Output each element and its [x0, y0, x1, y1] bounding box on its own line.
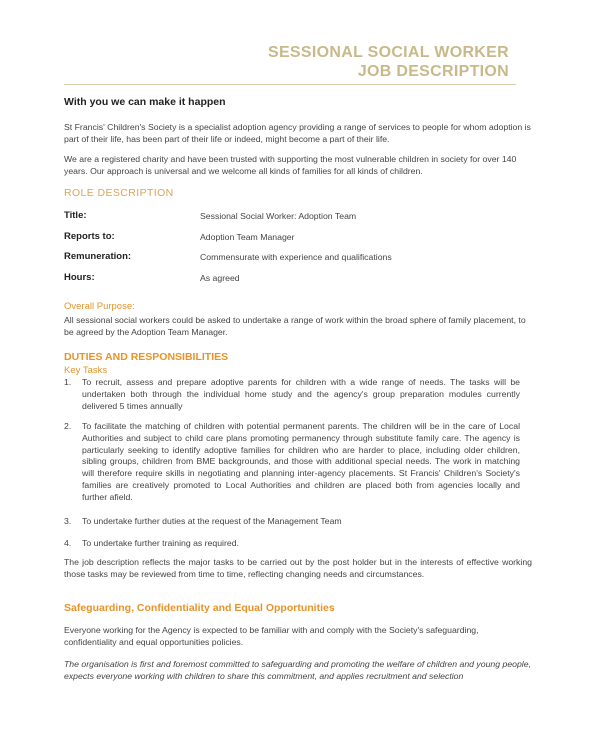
duties-closing-text: The job description reflects the major tasks to be carried out by the post holder but in the interests of effective working those tasks may be reviewed from time to time, reflecting changing needs and circumstances. [64, 557, 532, 579]
intro-paragraph-1: St Francis' Children's Society is a specialist adoption agency providing a range of services to people for whom adoption is part of their life, has been part of their life or indeed, might become a part of their life. [64, 122, 531, 144]
role-label-reports-to: Reports to: [64, 231, 115, 242]
role-label-hours: Hours: [64, 272, 95, 283]
key-tasks-heading: Key Tasks [64, 365, 108, 376]
safeguarding-paragraph-1: Everyone working for the Agency is expected to be familiar with and comply with the Society's safeguarding, confidentiality and equal opportunities policies. [64, 625, 479, 647]
role-value-remuneration: Commensurate with experience and qualifications [200, 252, 392, 262]
document-title-line2: JOB DESCRIPTION [357, 63, 509, 80]
overall-purpose-heading: Overall Purpose: [64, 301, 135, 312]
task-text-3: To undertake further duties at the request of the Management Team [82, 516, 342, 526]
role-description-heading: ROLE DESCRIPTION [64, 187, 174, 199]
intro-paragraph-2: We are a registered charity and have been trusted with supporting the most vulnerable children in society for over 140 years. Our approach is universal and we welcome all kinds of families for all kinds of children. [64, 154, 517, 176]
duties-heading: DUTIES AND RESPONSIBILITIES [64, 351, 229, 363]
header-divider [64, 84, 516, 85]
role-label-title: Title: [64, 210, 87, 221]
task-number-3: 3. [64, 516, 72, 526]
safeguarding-paragraph-2: The organisation is first and foremost committed to safeguarding and promoting the welfare of children and young people, expects everyone working with children to share this commitment, and applies recruitment and selection [64, 659, 531, 681]
safeguarding-heading: Safeguarding, Confidentiality and Equal Opportunities [64, 602, 335, 614]
task-text-2: To facilitate the matching of children with potential permanent parents. The children will be in the care of Local Authorities and subject to child care plans promoting permanency through substitute family care. The agency is particularly seeking to identify adoptive families for children who are harder to place, including older children, sibling groups, children from BME backgrounds, and those with additional special needs. The work in matching will therefore require skills in negotiating and planning inter-agency placements. St Francis' Children's Society's families are creatively promoted to Local Authorities and children are placed both from agencies locally and further afield. [82, 421, 520, 502]
task-number-1: 1. [64, 377, 72, 387]
task-text-4: To undertake further training as required. [82, 538, 239, 548]
role-value-hours: As agreed [200, 273, 240, 283]
intro-heading: With you we can make it happen [64, 96, 226, 108]
task-number-2: 2. [64, 421, 72, 431]
task-number-4: 4. [64, 538, 72, 548]
document-title-line1: SESSIONAL SOCIAL WORKER [267, 44, 509, 61]
role-label-remuneration: Remuneration: [64, 251, 132, 262]
role-value-title: Sessional Social Worker: Adoption Team [200, 211, 357, 221]
overall-purpose-text: All sessional social workers could be asked to undertake a range of work within the broad sphere of family placement, to be agreed by the Adoption Team Manager. [64, 315, 526, 337]
task-text-1: To recruit, assess and prepare adoptive parents for children with a wide range of needs. The tasks will be undertaken both through the individual home study and the agency's group preparation modules currently delivered 5 times annually [82, 377, 520, 411]
role-value-reports-to: Adoption Team Manager [200, 232, 295, 242]
